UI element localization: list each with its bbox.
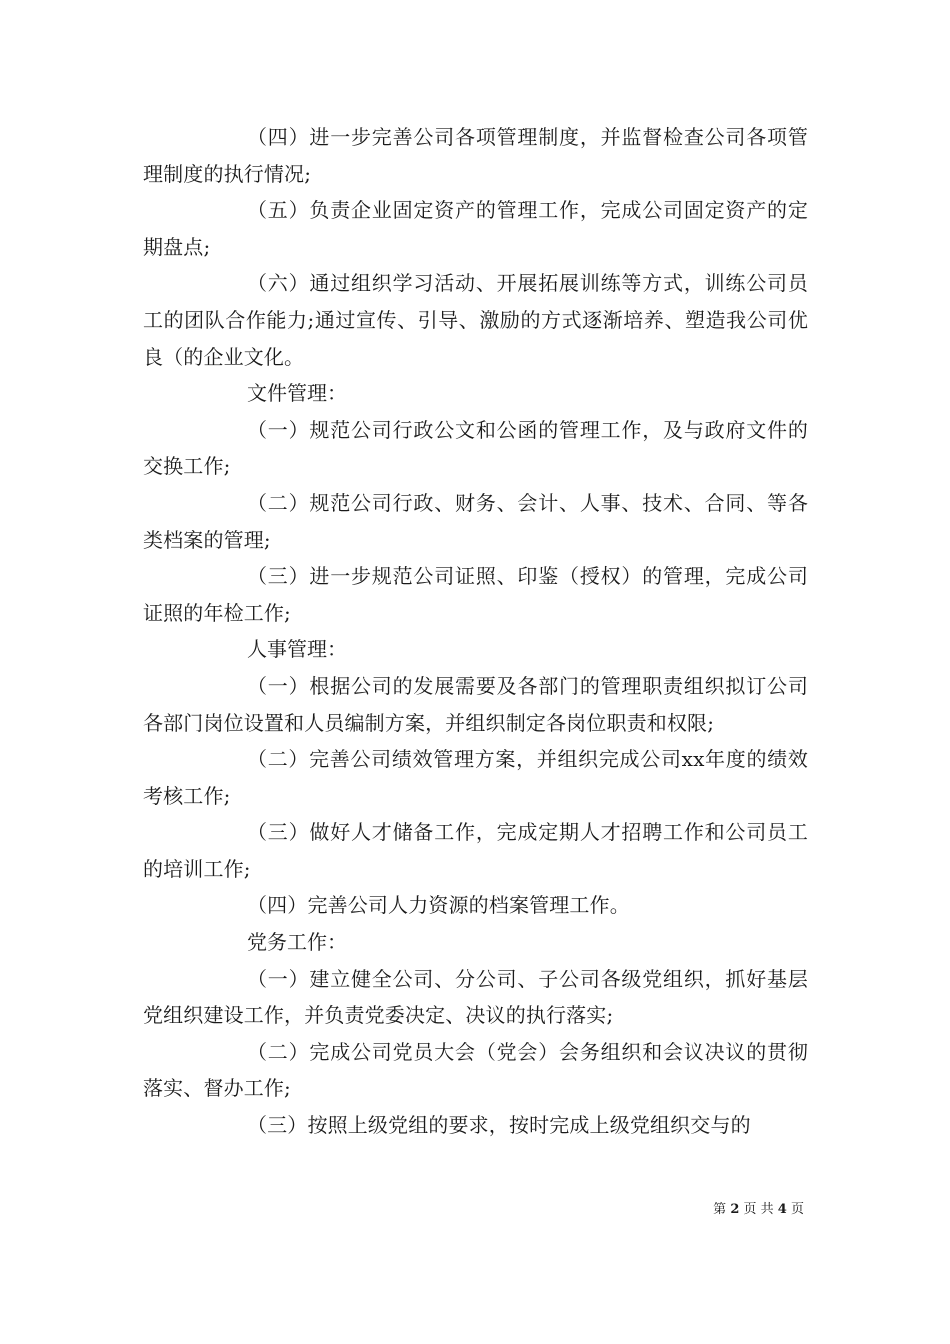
paragraph-5: （二）规范公司行政、财务、会计、人事、技术、合同、等各类档案的管理; — [143, 490, 808, 552]
paragraph-14: （二）完成公司党员大会（党会）会务组织和会议决议的贯彻落实、督办工作; — [143, 1039, 808, 1101]
footer-current-page: 2 — [730, 1202, 740, 1217]
paragraph-0: （四）进一步完善公司各项管理制度，并监督检查公司各项管理制度的执行情况; — [143, 125, 808, 186]
page-number-footer — [713, 1201, 804, 1219]
paragraph-15: （三）按照上级党组的要求，按时完成上级党组织交与的 — [247, 1113, 751, 1138]
paragraph-6: （三）进一步规范公司证照、印鉴（授权）的管理，完成公司证照的年检工作; — [143, 564, 808, 625]
paragraph-2: （六）通过组织学习活动、开展拓展训练等方式，训练公司员工的团队合作能力;通过宣传、引导、激励的方式逐渐培养、塑造我公司优良（的企业文化。 — [143, 271, 808, 369]
section-heading-party-work: 党务工作： — [247, 930, 347, 955]
footer-suffix: 页 — [790, 1202, 804, 1217]
footer-middle: 页 共 — [743, 1202, 774, 1217]
paragraph-4: （一）规范公司行政公文和公函的管理工作，及与政府文件的交换工作; — [143, 417, 808, 479]
section-heading-file-management: 文件管理： — [247, 381, 347, 406]
paragraph-10: （三）做好人才储备工作，完成定期人才招聘工作和公司员工的培训工作; — [143, 820, 808, 881]
footer-total-pages: 4 — [777, 1202, 787, 1217]
paragraph-1: （五）负责企业固定资产的管理工作，完成公司固定资产的定期盘点; — [143, 198, 808, 259]
section-heading-hr-management: 人事管理： — [247, 637, 347, 662]
paragraph-8: （一）根据公司的发展需要及各部门的管理职责组织拟订公司各部门岗位设置和人员编制方案，并组织制定各岗位职责和权限; — [143, 673, 808, 735]
footer-prefix: 第 — [713, 1202, 727, 1217]
paragraph-11: （四）完善公司人力资源的档案管理工作。 — [247, 893, 630, 918]
paragraph-13: （一）建立健全公司、分公司、子公司各级党组织，抓好基层党组织建设工作，并负责党委决定、决议的执行落实; — [143, 966, 808, 1028]
paragraph-9: （二）完善公司绩效管理方案，并组织完成公司xx年度的绩效考核工作; — [143, 747, 808, 808]
document-body — [143, 119, 808, 1144]
